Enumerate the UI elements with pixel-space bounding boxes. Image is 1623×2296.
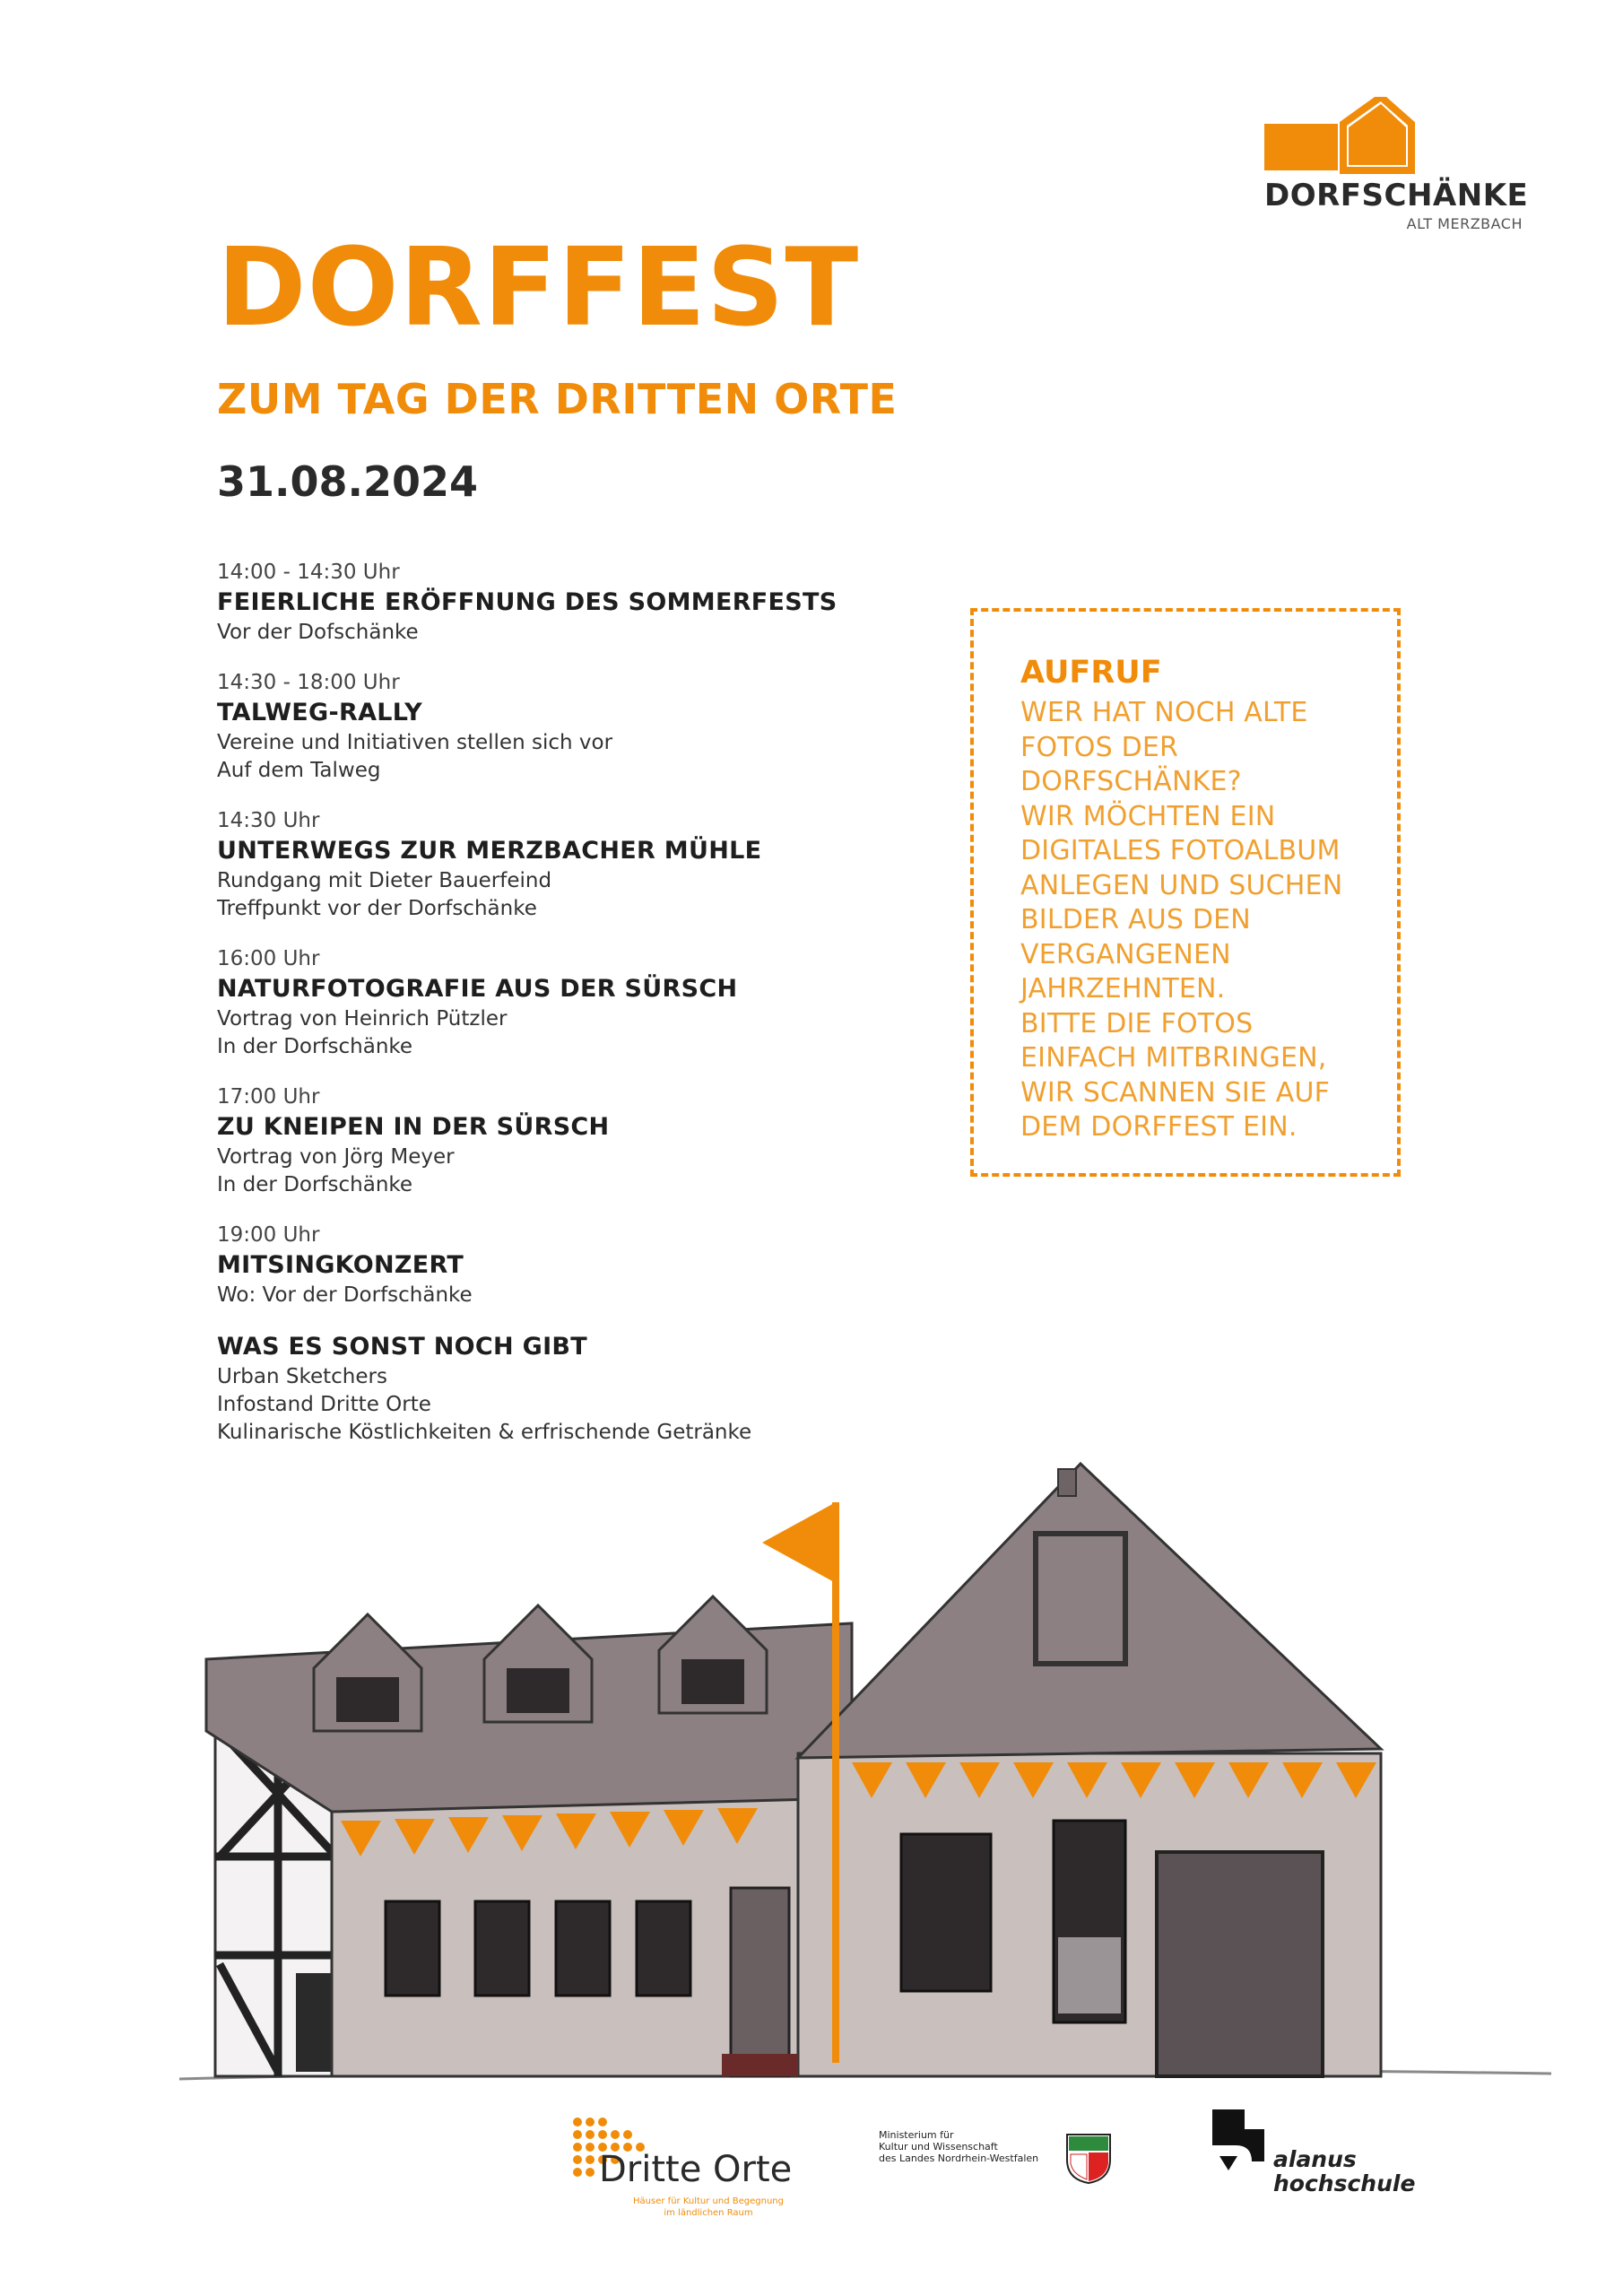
program-item — [217, 1331, 1006, 1447]
program-item-detail: Kulinarische Köstlichkeiten & erfrischende Getränke — [217, 1421, 752, 1444]
program-item-detail: In der Dorfschänke — [217, 1035, 413, 1058]
program-item — [217, 806, 1006, 923]
dorfschaenke-house-illustration — [170, 1435, 1560, 2090]
program-item — [217, 668, 1006, 785]
aufruf-text: WER HAT NOCH ALTE FOTOS DER DORFSCHÄNKE? WIR MÖCHTEN EIN DIGITALES FOTOALBUM ANLEGEN UND SUCHEN BILDER AUS DEN VERGANGENEN JAHRZEHNTEN. BITTE DIE FOTOS EINFACH MITBRINGEN, WIR SCANNEN SIE AUF DEM DORFFEST EIN. — [1020, 697, 1343, 1143]
program-item-detail: Auf dem Talweg — [217, 759, 381, 782]
program-item — [217, 1221, 1006, 1309]
page-title: DORFFEST — [217, 226, 860, 351]
program-item-title: MITSINGKONZERT — [217, 1251, 464, 1279]
logo-name: DORFSCHÄNKE — [1264, 178, 1529, 213]
program-item-detail: Urban Sketchers — [217, 1365, 387, 1388]
program-item-detail: Vereine und Initiativen stellen sich vor — [217, 731, 613, 754]
program-item — [217, 1083, 1006, 1199]
program-item-detail: In der Dorfschänke — [217, 1173, 413, 1196]
program-item-detail: Vor der Dofschänke — [217, 621, 419, 644]
program-item-detail: Infostand Dritte Orte — [217, 1393, 431, 1416]
program-item-title: TALWEG-RALLY — [217, 699, 422, 726]
program-item-time: 19:00 Uhr — [217, 1223, 320, 1247]
program-item — [217, 944, 1006, 1061]
program-item-title: FEIERLICHE ERÖFFNUNG DES SOMMERFESTS — [217, 588, 838, 616]
ministry-name: Ministerium für Kultur und Wissenschaft des Landes Nordrhein-Westfalen — [879, 2129, 1039, 2164]
program-item-time: 14:00 - 14:30 Uhr — [217, 561, 400, 584]
program-item-time: 16:00 Uhr — [217, 947, 320, 970]
nrw-crest-icon — [1065, 2133, 1112, 2185]
program-item-detail: Vortrag von Heinrich Pützler — [217, 1007, 508, 1031]
program-list — [217, 558, 1006, 1468]
alanus-name: alanus hochschule — [1273, 2146, 1416, 2196]
program-item-title: ZU KNEIPEN IN DER SÜRSCH — [217, 1113, 610, 1141]
logo-subtitle: ALT MERZBACH — [1406, 215, 1523, 232]
program-item-title: NATURFOTOGRAFIE AUS DER SÜRSCH — [217, 975, 738, 1003]
event-date: 31.08.2024 — [217, 457, 479, 506]
program-item — [217, 558, 1006, 647]
aufruf-title: AUFRUF — [1020, 655, 1162, 691]
program-item-time: 17:00 Uhr — [217, 1085, 320, 1109]
program-item-detail: Rundgang mit Dieter Bauerfeind — [217, 869, 552, 892]
program-item-time: 14:30 Uhr — [217, 809, 320, 832]
program-item-detail: Wo: Vor der Dorfschänke — [217, 1283, 473, 1307]
program-item-detail: Treffpunkt vor der Dorfschänke — [217, 897, 537, 920]
program-item-time: 14:30 - 18:00 Uhr — [217, 671, 400, 694]
dritte-orte-tagline: Häuser für Kultur und Begegnung im ländlichen Raum — [633, 2196, 784, 2218]
program-item-detail: Vortrag von Jörg Meyer — [217, 1145, 455, 1169]
dritte-orte-name: Dritte Orte — [599, 2149, 793, 2190]
alanus-logo-icon — [1211, 2109, 1273, 2172]
program-item-title: UNTERWEGS ZUR MERZBACHER MÜHLE — [217, 837, 762, 865]
program-item-title: WAS ES SONST NOCH GIBT — [217, 1333, 588, 1361]
page-subtitle: ZUM TAG DER DRITTEN ORTE — [217, 375, 898, 423]
